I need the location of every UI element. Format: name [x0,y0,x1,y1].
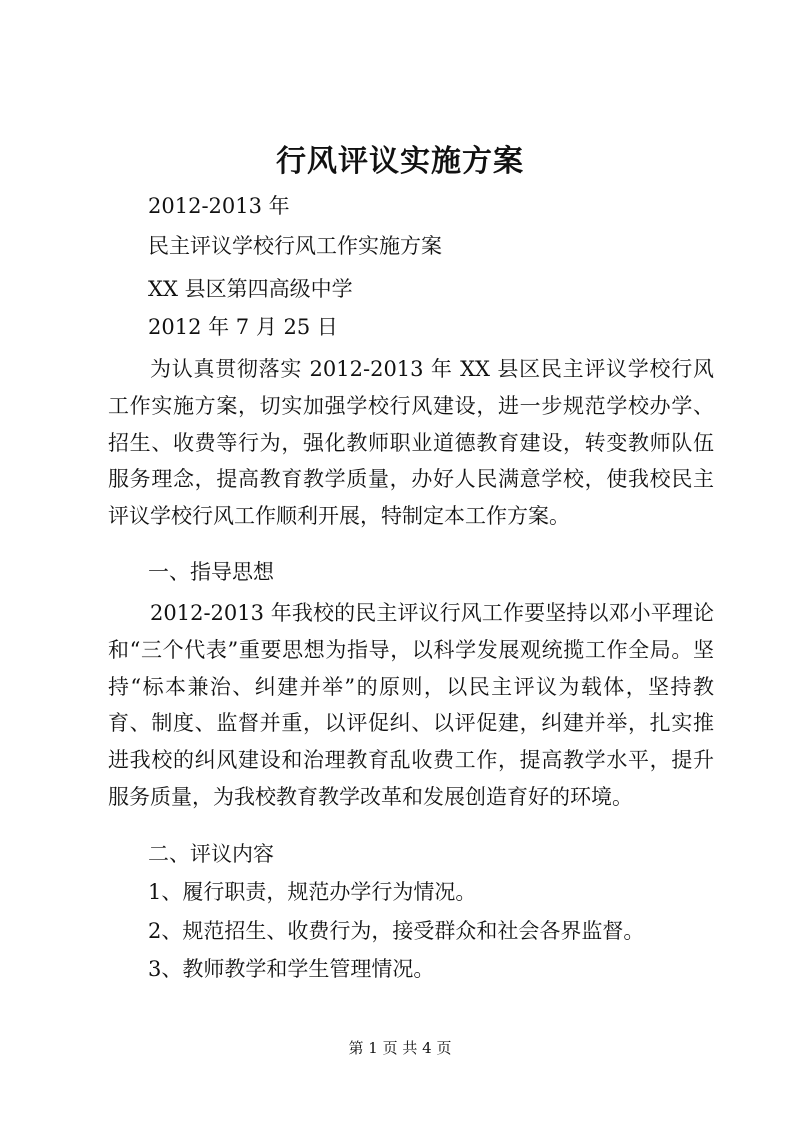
intro-paragraph: 为认真贯彻落实 2012-2013 年 XX 县区民主评议学校行风工作实施方案，切实加强学校行风建设，进一步规范学校办学、招生、收费等行为，强化教师职业道德教育建设，转变教师队伍服务理念，提高教育教学质量，办好人民满意学校，使我校民主评议学校行风工作顺利开展，特制定本工作方案。 [108,357,714,529]
section2-heading: 二、评议内容 [148,842,274,866]
document-title: 行风评议实施方案 [276,144,524,179]
page-number-footer: 第 1 页 共 4 页 [348,1039,452,1057]
year-line: 2012-2013 年 [148,194,290,218]
list-item: 3、教师教学和学生管理情况。 [148,957,435,981]
list-item: 1、履行职责，规范办学行为情况。 [148,880,477,904]
section1-paragraph: 2012-2013 年我校的民主评议行风工作要坚持以邓小平理论和“三个代表”重要思想为指导，以科学发展观统揽工作全局。坚持“标本兼治、纠建并举”的原则，以民主评议为载体，坚持教育、制度、监督并重，以评促纠、以评促建，纠建并举，扎实推进我校的纠风建设和治理教育乱收费工作，提高教学水平，提升服务质量，为我校教育教学改革和发展创造育好的环境。 [108,601,714,809]
list-item: 2、规范招生、收费行为，接受群众和社会各界监督。 [148,919,645,943]
date-line: 2012 年 7 月 25 日 [148,315,338,339]
plan-title-line: 民主评议学校行风工作实施方案 [148,234,442,258]
section1-heading: 一、指导思想 [148,560,274,584]
school-line: XX 县区第四高级中学 [148,277,353,301]
